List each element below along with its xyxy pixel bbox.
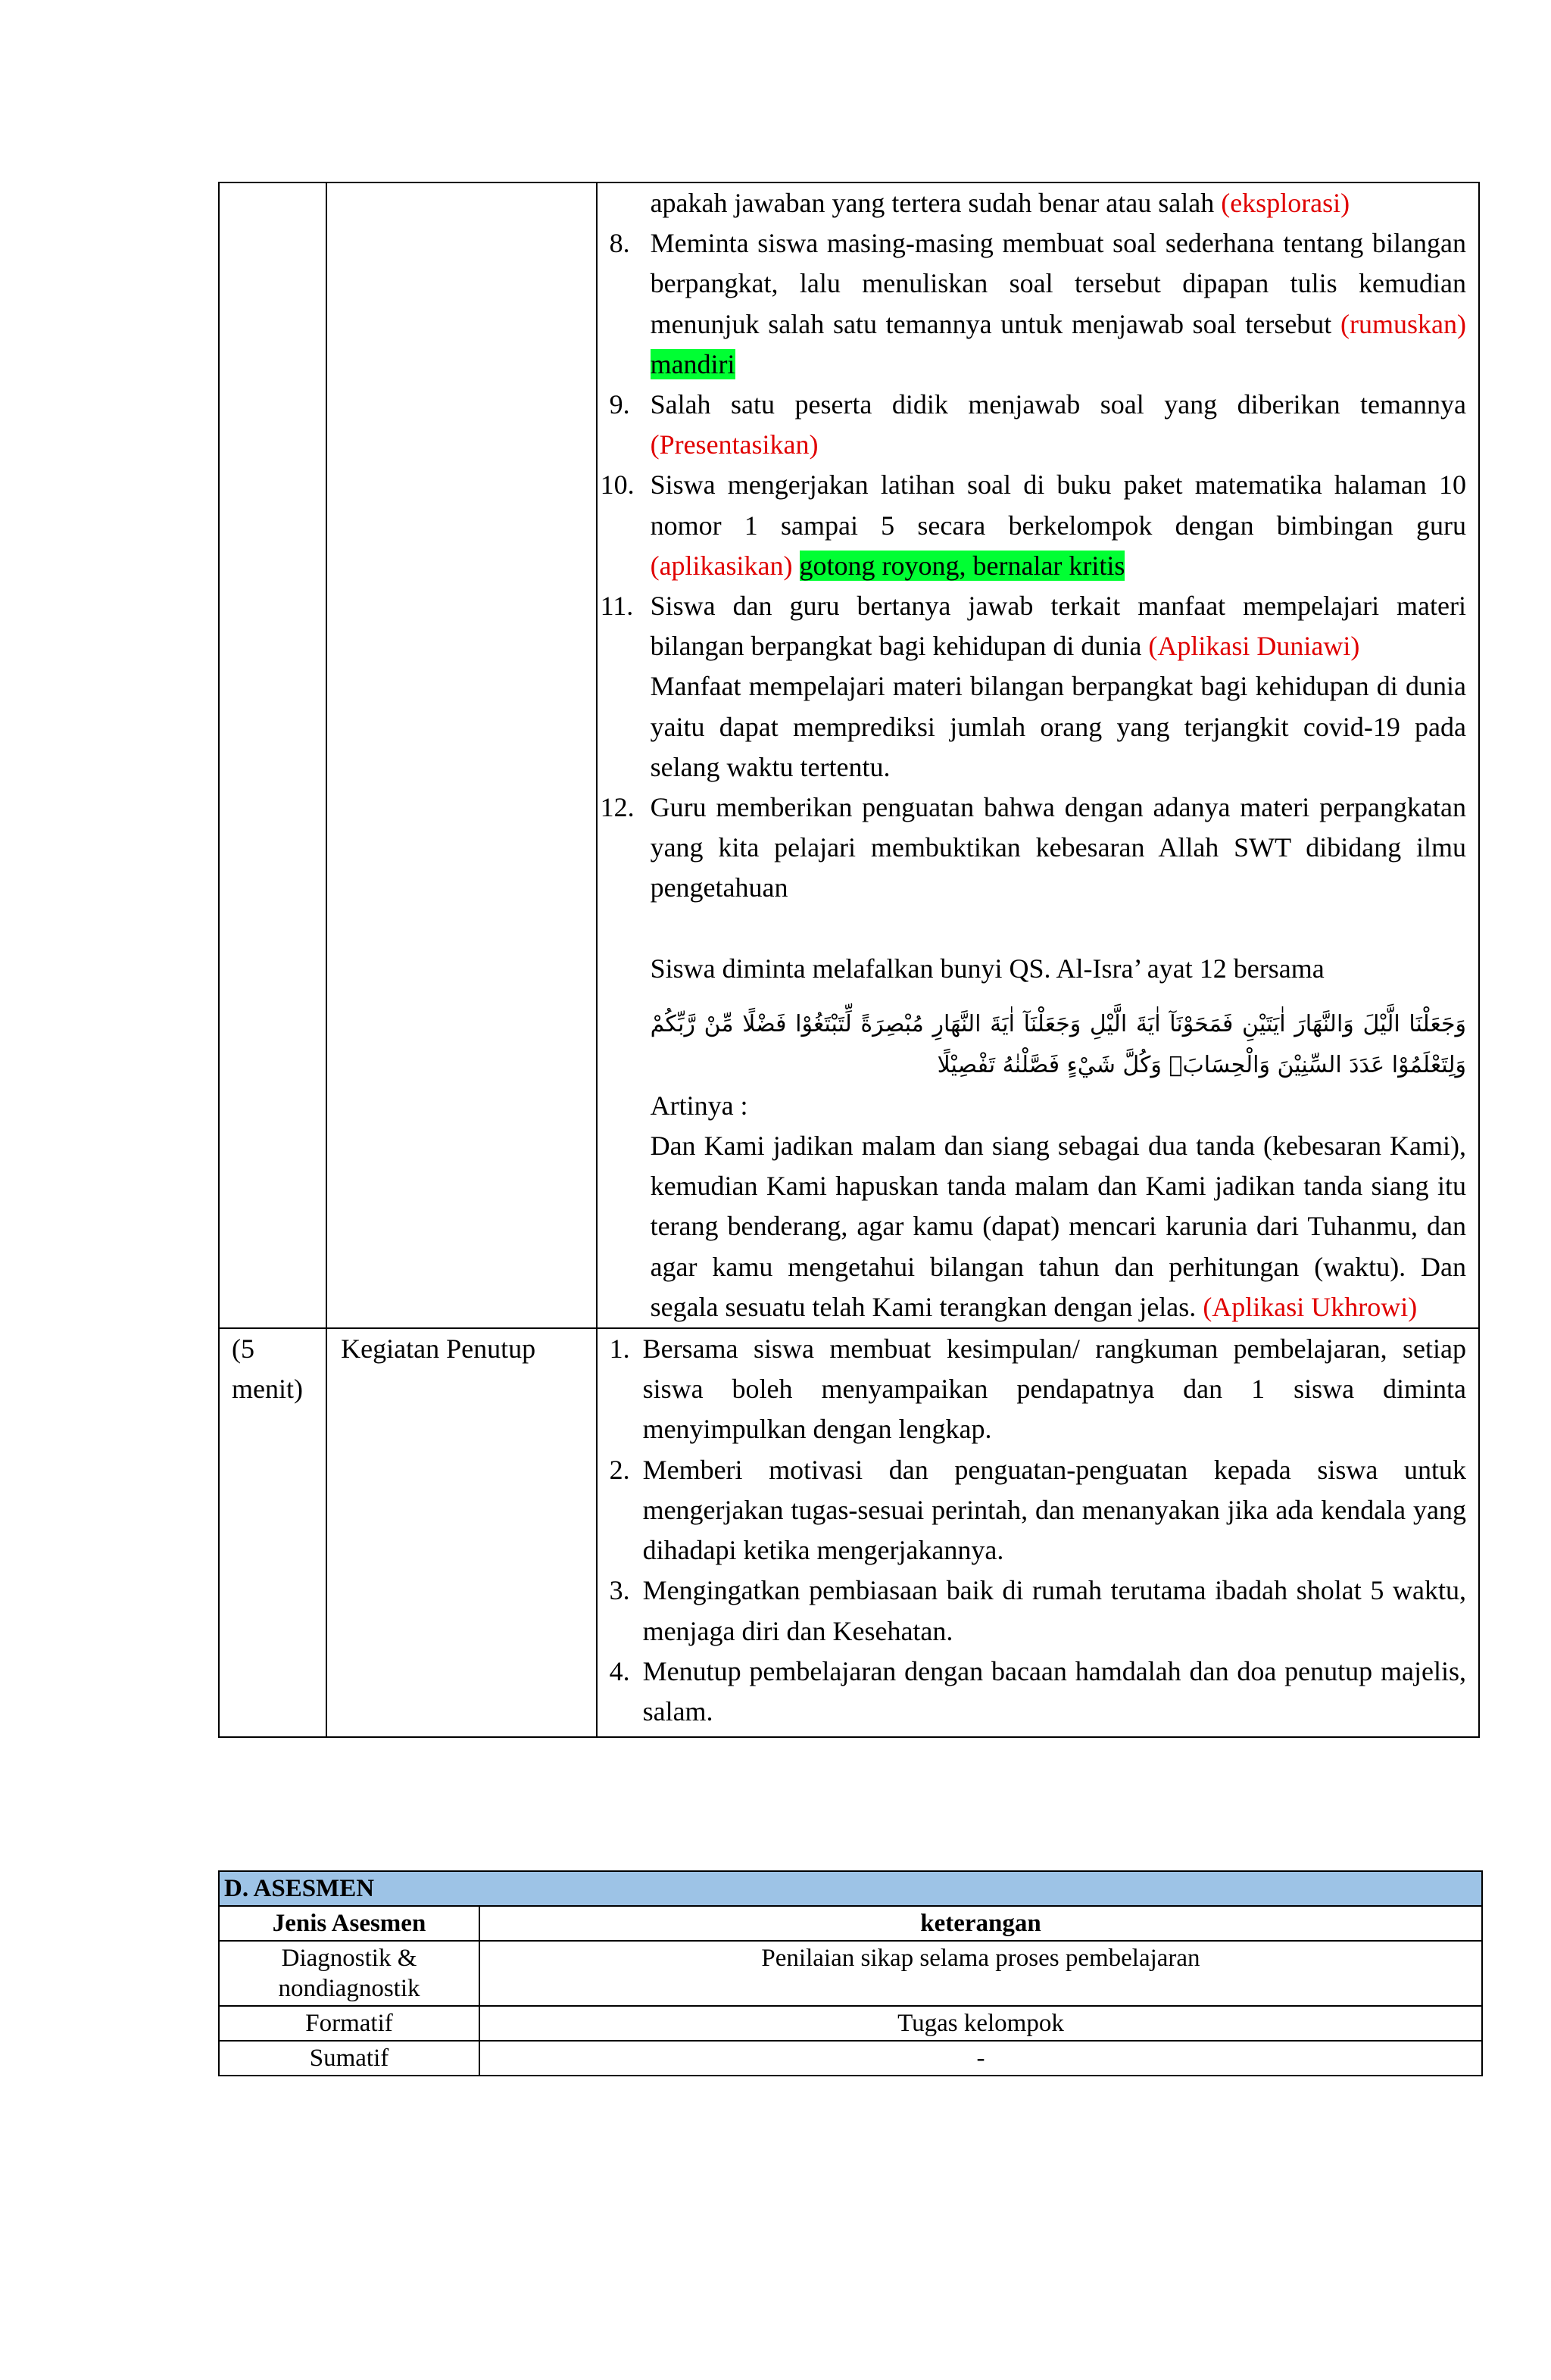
table-row bbox=[219, 2041, 1482, 2076]
item-text: Memberi motivasi dan penguatan-penguatan kepada siswa untuk mengerjakan tugas-sesuai perintah, dan menanyakan jika ada kendala yang dihadapi ketika mengerjakannya. bbox=[642, 1454, 1466, 1566]
list-item bbox=[598, 1450, 1478, 1571]
list-item bbox=[598, 465, 1478, 586]
item-number: 11. bbox=[600, 591, 634, 622]
item-number: 2. bbox=[609, 1454, 630, 1485]
item-text: Bersama siswa membuat kesimpulan/ rangkuman pembelajaran, setiap siswa boleh menyampaikan pendapatnya dan 1 siswa diminta menyimpulkan dengan lengkap. bbox=[642, 1333, 1466, 1445]
list-item bbox=[598, 788, 1478, 909]
item-tag: (rumuskan) bbox=[1340, 308, 1466, 339]
translation-tag: (Aplikasi Ukhrowi) bbox=[1203, 1291, 1418, 1322]
assessment-desc: Tugas kelompok bbox=[479, 2006, 1482, 2041]
item-number: 12. bbox=[600, 792, 635, 823]
item-text: Siswa mengerjakan latihan soal di buku paket matematika halaman 10 nomor 1 sampai 5 secara berkelompok dengan bimbingan guru bbox=[650, 469, 1466, 541]
list-item bbox=[598, 1329, 1478, 1450]
closing-activity: Kegiatan Penutup bbox=[341, 1333, 536, 1365]
item-number: 1. bbox=[609, 1333, 630, 1365]
item-number: 3. bbox=[609, 1575, 630, 1606]
item-text: Guru memberikan penguatan bahwa dengan adanya materi perpangkatan yang kita pelajari membuktikan kebesaran Allah SWT dibidang ilmu pengetahuan bbox=[650, 792, 1466, 903]
item-number: 10. bbox=[600, 469, 635, 501]
list-item bbox=[598, 223, 1478, 385]
list-item bbox=[598, 586, 1478, 666]
recite-instruction: Siswa diminta melafalkan bunyi QS. Al-Isra’ ayat 12 bersama bbox=[650, 953, 1325, 984]
list-item bbox=[598, 1571, 1478, 1651]
benefit-paragraph: Manfaat mempelajari materi bilangan berpangkat bagi kehidupan di dunia yaitu dapat memprediksi jumlah orang yang terjangkit covid-19 pada selang waktu tertentu. bbox=[650, 671, 1466, 782]
translation-body: Dan Kami jadikan malam dan siang sebagai dua tanda (kebesaran Kami), kemudian Kami hapuskan tanda malam dan Kami jadikan tanda siang itu terang benderang, agar kamu (dapat) mencari karunia dari Tuhanmu, dan agar kamu mengetahui bilangan tahun dan perhitungan (waktu). Dan segala sesuatu telah Kami terangkan dengan jelas. bbox=[650, 1131, 1466, 1322]
spacer bbox=[598, 989, 1478, 1004]
column-header-desc: keterangan bbox=[479, 1906, 1482, 1941]
arabic-verse: وَجَعَلْنَا الَّيْلَ وَالنَّهَارَ اٰيَتَيْنِ فَمَحَوْنَآ اٰيَةَ الَّيْلِ وَجَعَلْنَآ اٰيَةَ النَّهَارِ مُبْصِرَةً لِّتَبْتَغُوْا فَضْلًا مِّنْ رَّبِّكُمْ وَلِتَعْلَمُوْا عَدَدَ السِّنِيْنَ وَالْحِسَابَۗ وَكُلَّ شَيْءٍ فَصَّلْنٰهُ تَفْصِيْلًا bbox=[650, 1010, 1466, 1078]
section-header-row bbox=[219, 1871, 1482, 1906]
item-highlight: gotong royong, bernalar kritis bbox=[799, 550, 1125, 581]
assessment-type: Diagnostik & nondiagnostik bbox=[219, 1941, 479, 2006]
item-number: 4. bbox=[609, 1655, 630, 1686]
item-tag: (Aplikasi Duniawi) bbox=[1148, 631, 1360, 662]
item-tag: (Presentasikan) bbox=[650, 429, 819, 460]
lead-in-tag: (eksplorasi) bbox=[1221, 188, 1350, 218]
lead-in-text bbox=[598, 183, 1478, 223]
section-title: D. ASESMEN bbox=[219, 1871, 1482, 1906]
activity-cell bbox=[326, 1328, 596, 1737]
assessment-desc: Penilaian sikap selama proses pembelajaran bbox=[479, 1941, 1482, 2006]
assessment-table bbox=[218, 1870, 1483, 2076]
item-text: Mengingatkan pembiasaan baik di rumah terutama ibadah sholat 5 waktu, menjaga diri dan Kesehatan. bbox=[642, 1575, 1466, 1646]
list-item bbox=[598, 1652, 1478, 1732]
translation-label: Artinya : bbox=[650, 1090, 748, 1121]
spacer bbox=[598, 909, 1478, 949]
item-number: 8. bbox=[609, 228, 630, 259]
item-text: Siswa dan guru bertanya jawab terkait manfaat mempelajari materi bilangan berpangkat bagi kehidupan di dunia bbox=[650, 591, 1466, 662]
item-tag: (aplikasikan) bbox=[650, 550, 793, 581]
steps-cell bbox=[597, 1328, 1479, 1737]
assessment-desc: - bbox=[479, 2041, 1482, 2076]
activity-cell bbox=[326, 182, 596, 1328]
assessment-type: Formatif bbox=[219, 2006, 479, 2041]
item-text: Salah satu peserta didik menjawab soal yang diberikan temannya bbox=[650, 389, 1466, 420]
list-item bbox=[598, 385, 1478, 465]
table-row bbox=[219, 1328, 1479, 1737]
time-cell bbox=[219, 182, 326, 1328]
item-number: 9. bbox=[609, 389, 630, 420]
column-header-type: Jenis Asesmen bbox=[219, 1906, 479, 1941]
assessment-type: Sumatif bbox=[219, 2041, 479, 2076]
item-text: Meminta siswa masing-masing membuat soal sederhana tentang bilangan berpangkat, lalu menuliskan soal tersebut dipapan tulis kemudian menunjuk salah satu temannya untuk menjawab soal tersebut bbox=[650, 228, 1466, 339]
table-row bbox=[219, 2006, 1482, 2041]
item-highlight: mandiri bbox=[650, 348, 735, 379]
translation-text bbox=[598, 1126, 1478, 1327]
time-cell bbox=[219, 1328, 326, 1737]
table-row bbox=[219, 182, 1479, 1328]
table-header-row bbox=[219, 1906, 1482, 1941]
activity-table bbox=[218, 182, 1480, 1738]
steps-cell bbox=[597, 182, 1479, 1328]
item-text: Menutup pembelajaran dengan bacaan hamdalah dan doa penutup majelis, salam. bbox=[642, 1655, 1466, 1727]
closing-time: (5 menit) bbox=[232, 1333, 303, 1405]
lead-in-body: apakah jawaban yang tertera sudah benar atau salah bbox=[650, 188, 1222, 218]
table-row bbox=[219, 1941, 1482, 2006]
